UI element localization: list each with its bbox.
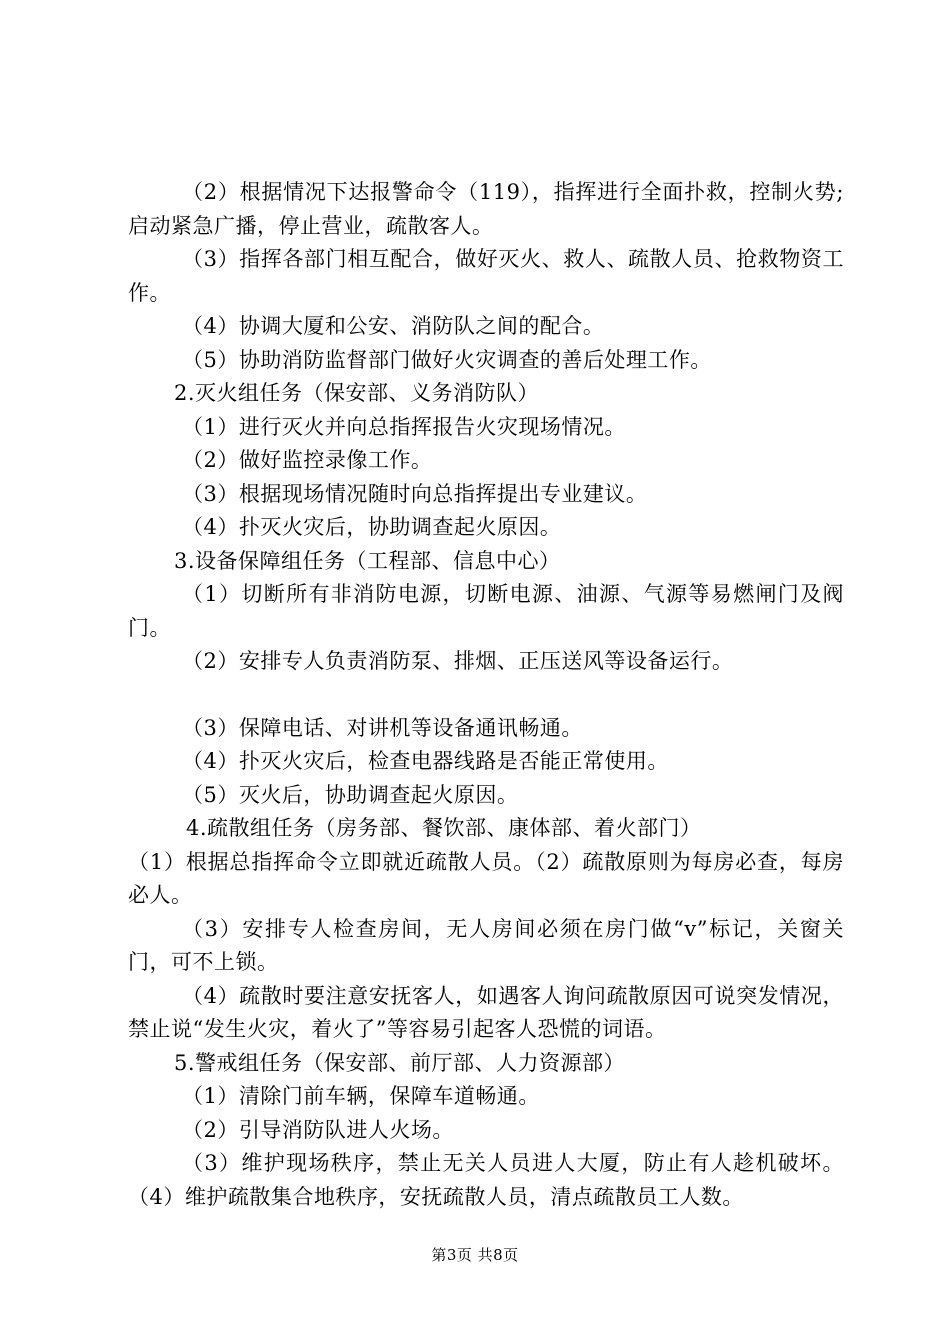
section-heading: 4.疏散组任务（房务部、餐饮部、康体部、着火部门）: [186, 816, 702, 840]
paragraph: （1）清除门前车辆，保障车道畅通。: [182, 1084, 540, 1108]
paragraph: （3）安排专人检查房间，无人房间必须在房门做“v”标记，关窗关门，可不上锁。: [128, 916, 844, 974]
paragraph: （4）扑灭火灾后，检查电器线路是否能正常使用。: [182, 749, 669, 773]
paragraph: （5）协助消防监督部门做好火灾调查的善后处理工作。: [182, 347, 712, 372]
paragraph: （3）保障电话、对讲机等设备通讯畅通。: [182, 715, 583, 740]
page-number-footer: 第3页 共8页: [431, 1246, 519, 1264]
paragraph: （1）切断所有非消防电源，切断电源、油源、气源等易燃闸门及阀门。: [128, 582, 844, 640]
paragraph: （5）灭火后，协助调查起火原因。: [182, 782, 519, 807]
paragraph: （2）根据情况下达报警命令（119），指挥进行全面扑救，控制火势;启动紧急广播，停止营业，疏散客人。: [128, 180, 844, 238]
paragraph: （2）安排专人负责消防泵、排烟、正压送风等设备运行。: [182, 649, 734, 673]
paragraph: （3）根据现场情况随时向总指挥提出专业建议。: [182, 481, 648, 506]
paragraph: （2）引导消防队进人火场。: [182, 1117, 454, 1142]
document-body: [128, 176, 844, 1214]
paragraph: （2）做好监控录像工作。: [182, 448, 433, 472]
section-heading: 3.设备保障组任务（工程部、信息中心）: [174, 548, 561, 573]
paragraph: （4）疏散时要注意安抚客人，如遇客人询问疏散原因可说突发情况，禁止说“发生火灾，着火了”等容易引起客人恐慌的词语。: [128, 983, 844, 1041]
section-heading: 5.警戒组任务（保安部、前厅部、人力资源部）: [174, 1050, 626, 1075]
paragraph: （1）根据总指挥命令立即就近疏散人员。（2）疏散原则为每房必查，每房必人。: [128, 849, 844, 907]
paragraph: （1）进行灭火并向总指挥报告火灾现场情况。: [182, 414, 626, 439]
paragraph: （4）协调大厦和公安、消防队之间的配合。: [182, 314, 605, 338]
paragraph: （4）扑灭火灾后，协助调查起火原因。: [182, 515, 562, 539]
section-heading: 2.灭火组任务（保安部、义务消防队）: [174, 381, 540, 405]
paragraph: （3）维护现场秩序，禁止无关人员进人大厦，防止有人趁机破坏。（4）维护疏散集合地秩序，安抚疏散人员，清点疏散员工人数。: [128, 1151, 844, 1209]
paragraph: （3）指挥各部门相互配合，做好灭火、救人、疏散人员、抢救物资工作。: [128, 247, 844, 305]
